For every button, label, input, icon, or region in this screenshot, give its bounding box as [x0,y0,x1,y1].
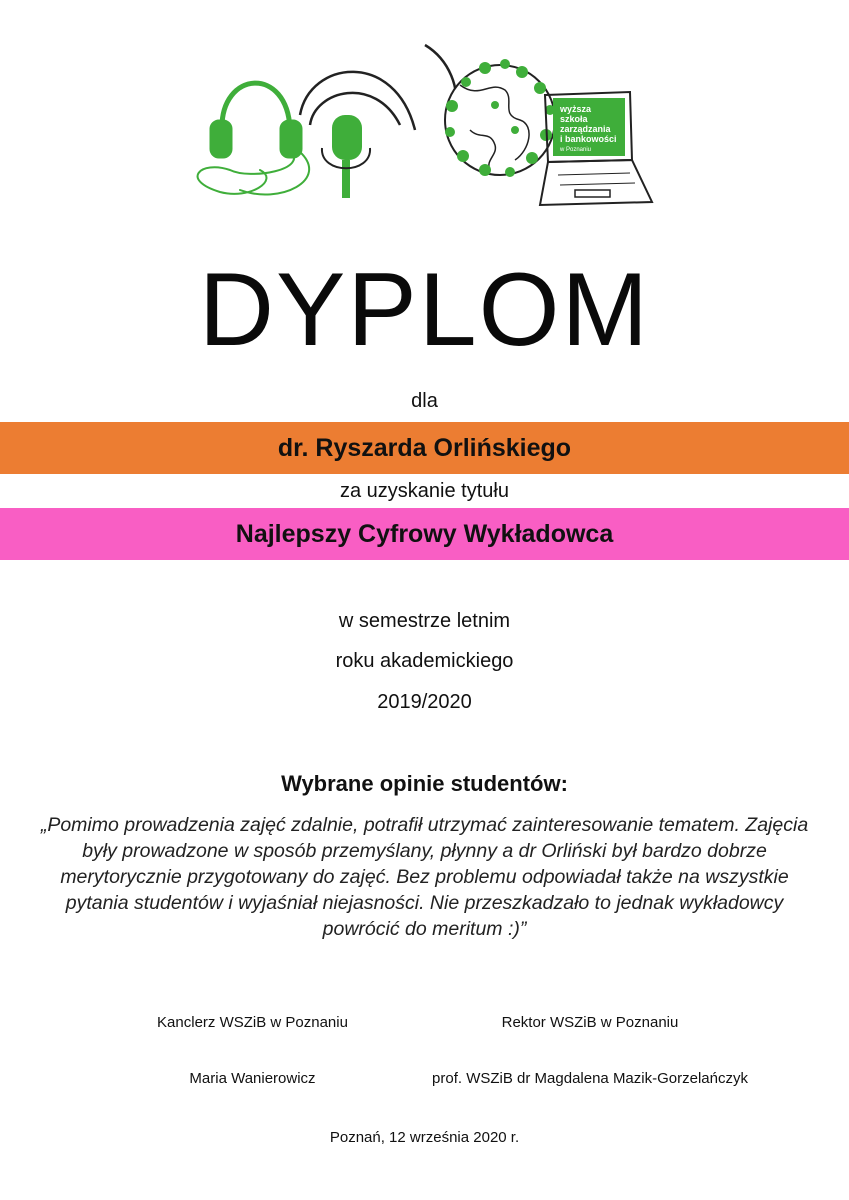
recipient-name: dr. Ryszarda Orlińskiego [277,434,572,462]
logo-line-4: i bankowości [560,134,617,144]
for-label: dla [411,390,438,412]
period-line-1: w semestrze letnim [338,610,511,632]
header-illustration [160,30,660,210]
award-band [0,508,849,560]
headphones-icon [198,83,310,194]
academic-year: 2019/2020 [377,691,472,713]
diploma-title: DYPLOM [198,252,651,368]
logo-line-5: w Poznaniu [560,147,592,153]
student-opinion: „Pomimo prowadzenia zajęć zdalnie, potrafił utrzymać zainteresowanie tematem. Zajęcia były prowadzone w sposób przemyślany, płynny a dr Orliński był bardzo dobrze merytorycznie przygotowany do zajęć. Bez problemu odpowiadał także na wszystkie pytania studentów i wyjaśniał niejasności. Nie przeszkadzało to jednak wykładowcy powrócić do meritum :)” [40,814,809,940]
award-title: Najlepszy Cyfrowy Wykładowca [235,520,614,548]
left-signatory-role: Kanclerz WSZiB w Poznaniu [157,1014,348,1031]
period-line-2: roku akademickiego [335,650,514,672]
microphone-icon [300,45,456,198]
logo-line-3: zarządzania [560,124,611,134]
globe-icon [445,59,555,177]
laptop-icon [540,92,652,205]
logo-line-2: szkoła [560,114,588,124]
logo-line-1: wyższa [560,104,592,114]
right-signatory-name: prof. WSZiB dr Magdalena Mazik-Gorzelańczyk [432,1070,748,1087]
opinions-heading: Wybrane opinie studentów: [281,771,568,796]
award-intro: za uzyskanie tytułu [340,480,509,502]
right-signatory-role: Rektor WSZiB w Poznaniu [501,1014,679,1031]
place-date: Poznań, 12 września 2020 r. [329,1129,520,1146]
recipient-band [0,422,849,474]
left-signatory-name: Maria Wanierowicz [189,1070,316,1087]
